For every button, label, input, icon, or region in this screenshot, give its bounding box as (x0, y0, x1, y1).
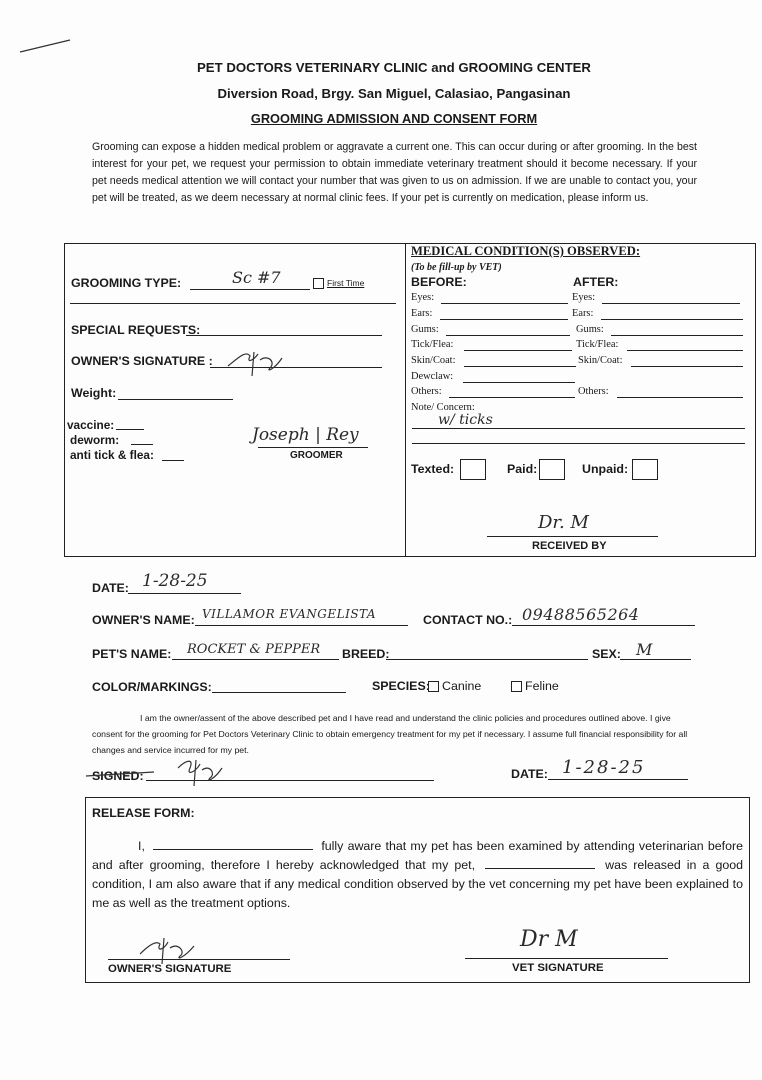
release-paragraph (92, 837, 743, 913)
contact-value: 09488565264 (522, 605, 640, 624)
signed-label: SIGNED: (92, 769, 144, 783)
species-label: SPECIES: (372, 679, 430, 693)
contact-label: CONTACT NO.: (423, 613, 513, 627)
after-skincoat: Skin/Coat: (578, 355, 623, 366)
pet-name-value: ROCKET & PEPPER (187, 642, 321, 657)
before-gums: Gums: (411, 324, 439, 335)
before-others: Others: (411, 386, 442, 397)
groomer-label: GROOMER (290, 450, 343, 461)
clinic-address: Diversion Road, Brgy. San Miguel, Calasiao, Pangasinan (217, 86, 571, 101)
groomer-name: Joseph | Rey (252, 425, 359, 445)
species-canine[interactable] (428, 679, 481, 693)
before-dewclaw: Dewclaw: (411, 371, 454, 382)
note-value: w/ ticks (438, 412, 493, 428)
texted-checkbox[interactable] (460, 459, 486, 480)
paid-checkbox[interactable] (539, 459, 565, 480)
sex-value: M (636, 640, 653, 659)
after-gums: Gums: (576, 324, 604, 335)
date-label: DATE: (92, 581, 129, 595)
deworm-label: deworm: (70, 433, 120, 447)
owner-signature-scribble (224, 346, 290, 380)
first-time-label: First Time (327, 278, 365, 288)
date2-label: DATE: (511, 767, 548, 781)
before-tickflea: Tick/Flea: (411, 339, 454, 350)
after-tickflea: Tick/Flea: (576, 339, 619, 350)
consent-text: I am the owner/assent of the above described pet and I have read and understand the clinic policies and procedures outlined above. I give consent for the grooming for Pet Doctors Veterinary Clinic to obtain emergency treatment for my pet if necessary. I assume full financial responsibility for all changes and service incurred for my pet. (92, 713, 688, 755)
grooming-box (64, 243, 756, 557)
received-by-name: Dr. M (538, 512, 589, 533)
before-label: BEFORE: (411, 275, 467, 289)
feline-label: Feline (525, 679, 559, 693)
intro-paragraph: Grooming can expose a hidden medical problem or aggravate a current one. This can occur during or after grooming. In the best interest for your pet, we request your permission to obtain immediate veterinary treatment should it become necessary. If your pet needs medical attention we will contact your number that was given to us on admission. If we are unable to contact you, your pet will be treated, as we deem necessary at normal clinic fees. If your pet is currently on medication, please inform us. (92, 141, 697, 204)
paid-label: Paid: (507, 462, 538, 476)
canine-label: Canine (442, 679, 482, 693)
owner-name-value: VILLAMOR EVANGELISTA (202, 607, 377, 621)
breed-label: BREED: (342, 647, 390, 661)
after-label: AFTER: (573, 275, 619, 289)
medical-subtitle: (To be fill-up by VET) (411, 262, 502, 273)
canine-box[interactable] (428, 681, 439, 692)
release-text-1: I, (138, 839, 145, 853)
anti-tick-label: anti tick & flea: (70, 448, 154, 462)
release-title: RELEASE FORM: (92, 806, 195, 820)
texted-label: Texted: (411, 462, 455, 476)
pet-name-label: PET'S NAME: (92, 647, 172, 661)
owner-release-signature-scribble (136, 934, 206, 966)
weight-label: Weight: (71, 386, 117, 400)
unpaid-checkbox[interactable] (632, 459, 658, 480)
first-time-box[interactable] (313, 278, 324, 289)
before-skincoat: Skin/Coat: (411, 355, 456, 366)
form-title: GROOMING ADMISSION AND CONSENT FORM (250, 111, 538, 126)
before-ears: Ears: (411, 308, 433, 319)
sex-label: SEX: (592, 647, 621, 661)
after-ears: Ears: (572, 308, 594, 319)
date-value: 1-28-25 (142, 571, 208, 591)
feline-box[interactable] (511, 681, 522, 692)
date2-value: 1-28-25 (562, 757, 646, 778)
after-others: Others: (578, 386, 609, 397)
signed-signature-scribble (84, 754, 234, 790)
owner-signature-release-label: OWNER'S SIGNATURE (108, 963, 232, 975)
owner-signature-label: OWNER'S SIGNATURE : (71, 354, 213, 368)
after-eyes: Eyes: (572, 292, 596, 303)
unpaid-label: Unpaid: (582, 462, 629, 476)
box-divider (405, 243, 406, 556)
release-text-2: fully aware that my pet has been examined by attending veterinarian before and after grooming, therefore I hereby acknowledged that my pet, (92, 839, 743, 872)
first-time-checkbox[interactable] (313, 278, 364, 289)
species-feline[interactable] (511, 679, 559, 693)
vet-signature-value: Dr M (520, 927, 578, 952)
special-requests-label: SPECIAL REQUESTS: (71, 323, 201, 337)
vet-signature-label: VET SIGNATURE (512, 962, 604, 974)
before-eyes: Eyes: (411, 292, 435, 303)
release-text-3: was released in a good condition, I am also aware that if any medical condition observed by the vet concerning my pet have been explained to me as well as the treatment options. (92, 858, 744, 910)
grooming-type-label: GROOMING TYPE: (71, 276, 182, 290)
color-markings-label: COLOR/MARKINGS: (92, 680, 212, 694)
medical-title: MEDICAL CONDITION(S) OBSERVED: (411, 244, 641, 258)
vaccine-label: vaccine: (67, 418, 115, 432)
owner-name-label: OWNER'S NAME: (92, 613, 195, 627)
note-label: Note/ Concern: (411, 402, 475, 413)
pen-mark (18, 36, 74, 56)
grooming-type-value: Sc #7 (232, 268, 281, 287)
received-by-label: RECEIVED BY (532, 540, 607, 552)
clinic-name: PET DOCTORS VETERINARY CLINIC and GROOMING CENTER (197, 60, 591, 75)
